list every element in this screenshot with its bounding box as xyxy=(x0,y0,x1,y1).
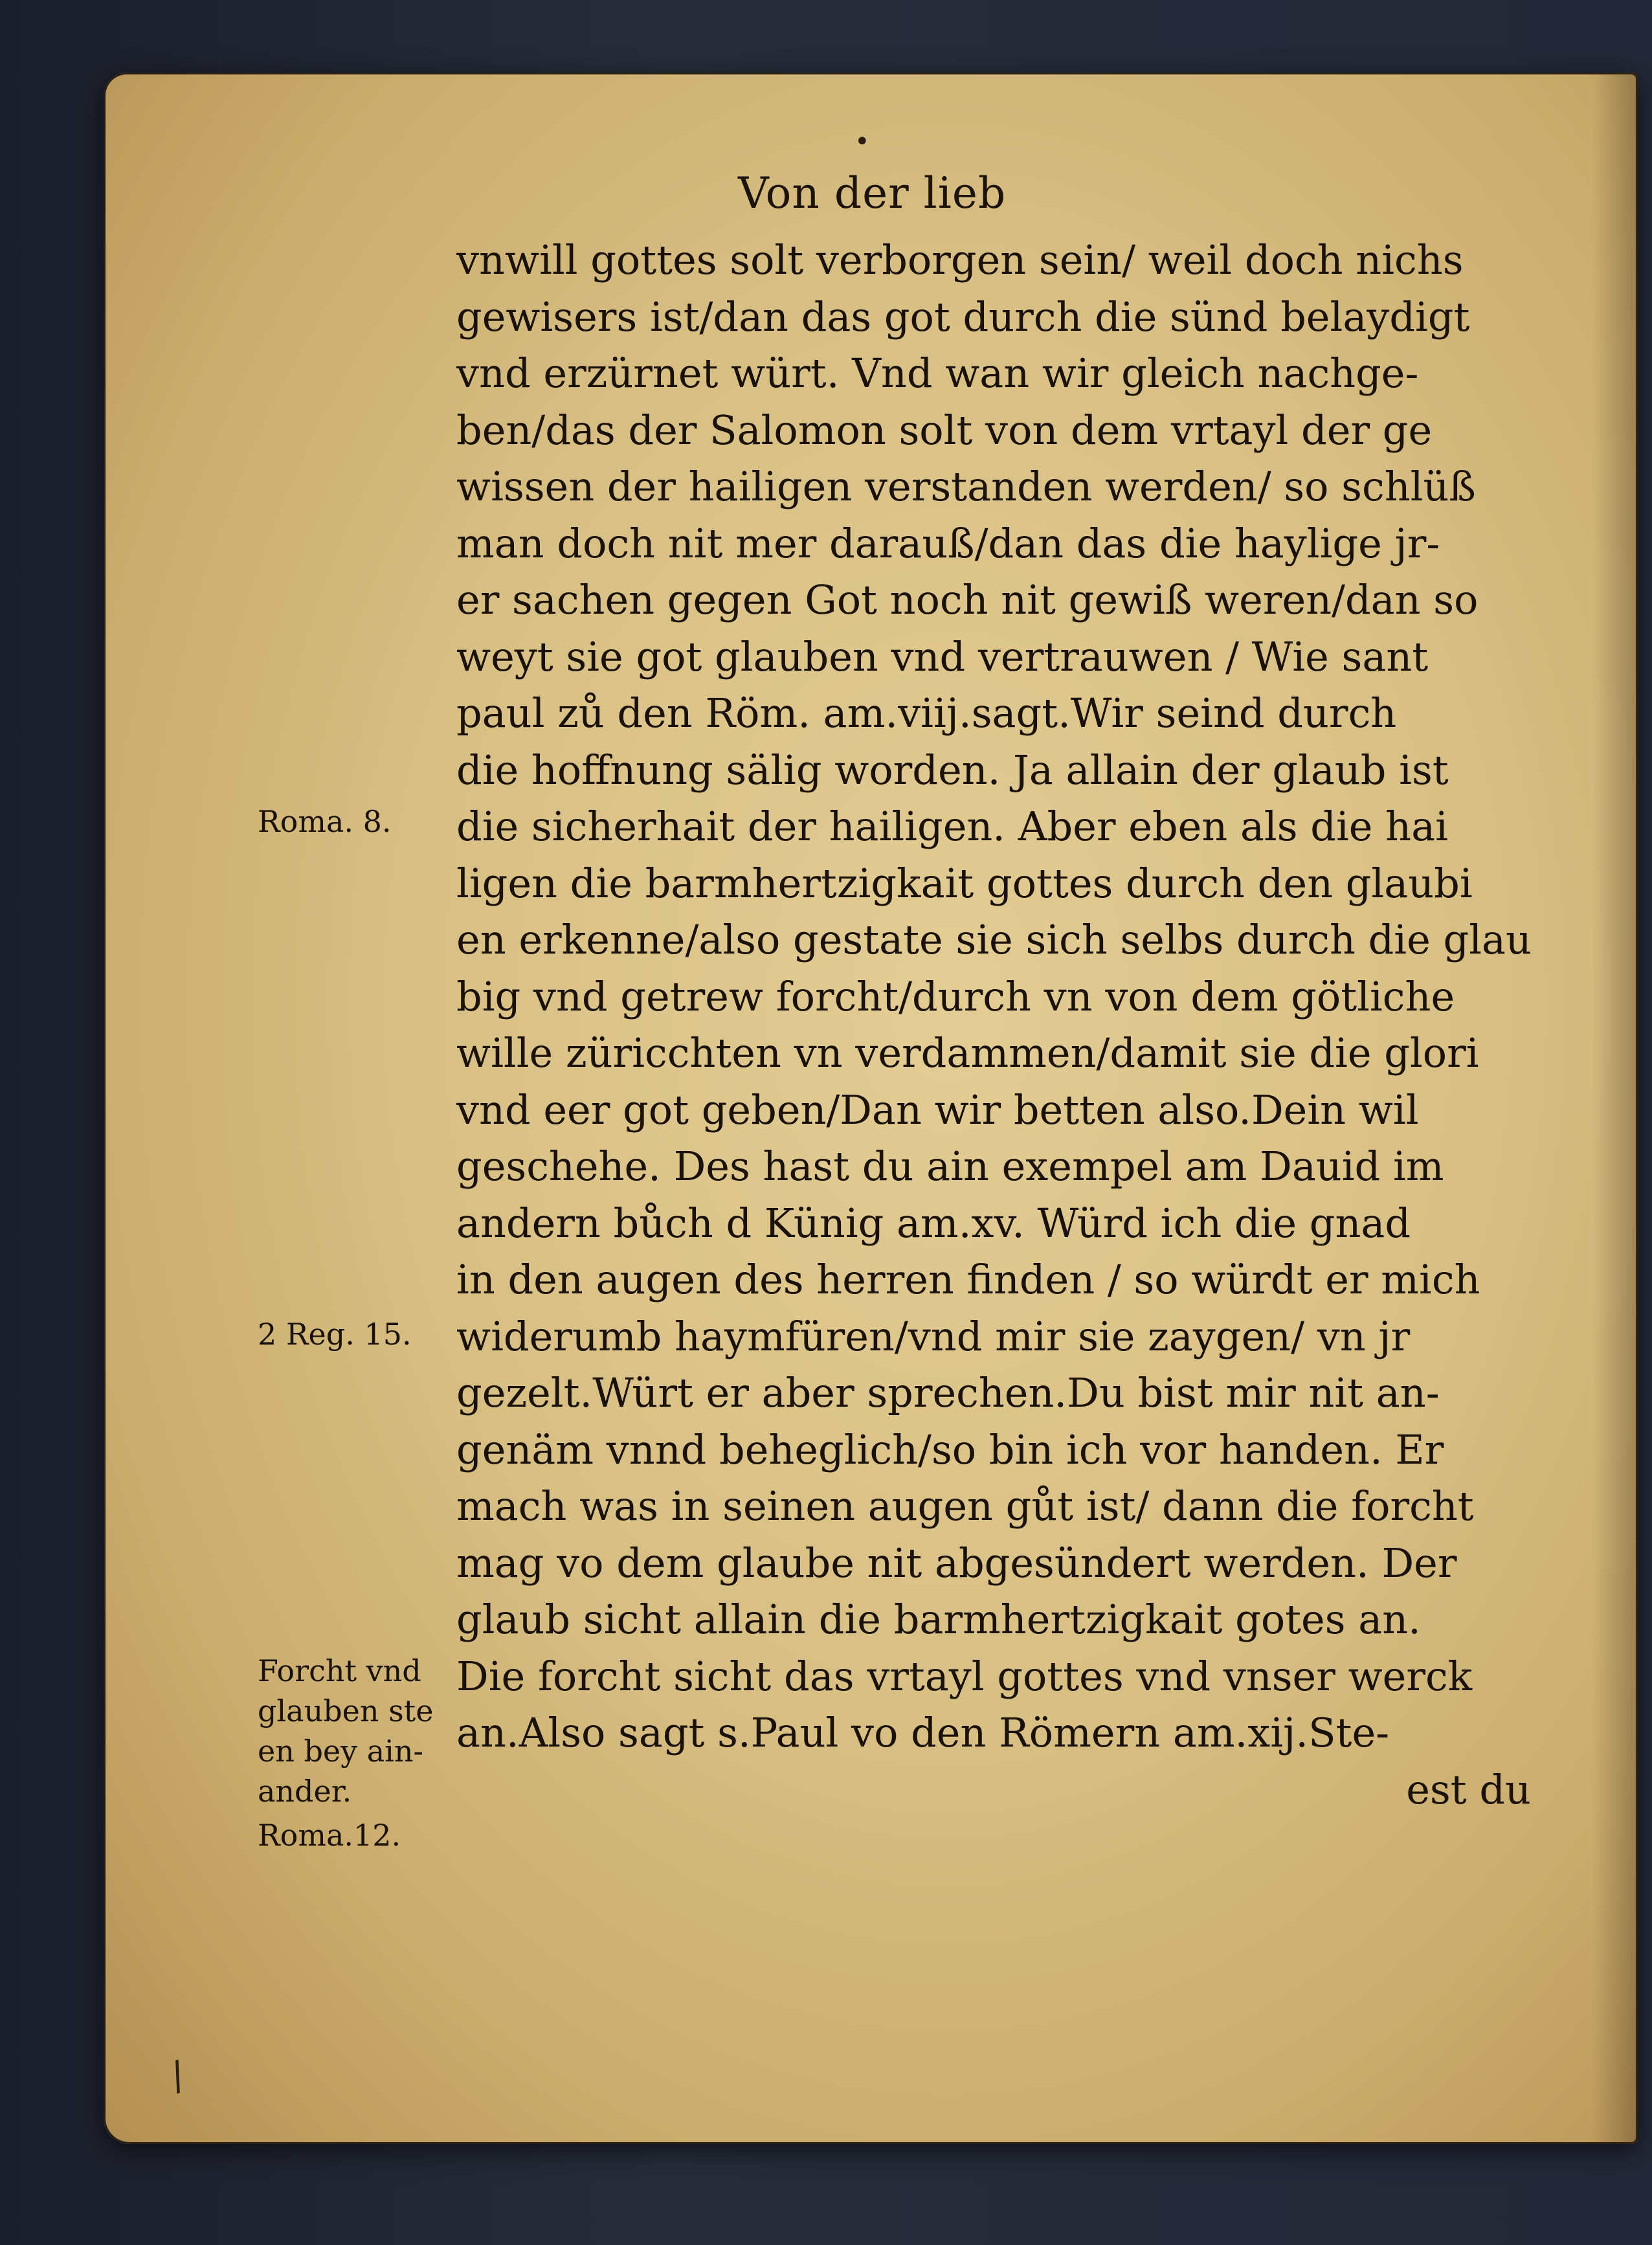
text-line: en erkenne/also gestate sie sich selbs durch die glau xyxy=(456,916,1532,963)
text-line: mach was in seinen augen gůt ist/ dann die forcht xyxy=(456,1482,1474,1530)
running-head: Von der lieb xyxy=(738,168,1007,218)
text-line: vnd eer got geben/Dan wir betten also.Dein wil xyxy=(456,1086,1419,1134)
ink-dot: • xyxy=(854,127,870,157)
margin-note-line: glauben ste xyxy=(258,1693,434,1728)
text-line: paul zů den Röm. am.viij.sagt.Wir seind durch xyxy=(456,689,1397,737)
text-line: die sicherhait der hailigen. Aber eben als die hai xyxy=(456,803,1448,850)
text-line: wille züricchten vn verdammen/damit sie die glori xyxy=(456,1029,1479,1077)
catchword: est du xyxy=(1406,1765,1531,1813)
margin-note-roma-8: Roma. 8. xyxy=(258,804,392,839)
margin-note-line: en bey ain- xyxy=(258,1734,424,1769)
text-line: er sachen gegen Got noch nit gewiß weren/dan so xyxy=(456,576,1479,623)
margin-note-line: ander. xyxy=(258,1774,352,1809)
text-line: big vnd getrew forcht/durch vn von dem götliche xyxy=(456,972,1455,1020)
text-line: die hoffnung sälig worden. Ja allain der glaub ist xyxy=(456,746,1449,794)
text-line: ben/das der Salomon solt von dem vrtayl der ge xyxy=(456,406,1433,454)
margin-note-2-reg-15: 2 Reg. 15. xyxy=(258,1317,412,1352)
text-line: Die forcht sicht das vrtayl gottes vnd vnser werck xyxy=(456,1652,1473,1700)
text-line: geschehe. Des hast du ain exempel am Dauid im xyxy=(456,1143,1444,1190)
pen-stroke-mark: / xyxy=(163,2052,192,2100)
text-line: vnd erzürnet würt. Vnd wan wir gleich nachge- xyxy=(456,350,1419,397)
text-line: gezelt.Würt er aber sprechen.Du bist mir nit an- xyxy=(456,1369,1440,1416)
text-line: genäm vnnd beheglich/so bin ich vor handen. Er xyxy=(456,1425,1444,1473)
text-line: widerumb haymfüren/vnd mir sie zaygen/ vn jr xyxy=(456,1312,1411,1360)
text-line: an.Also sagt s.Paul vo den Römern am.xij.Ste- xyxy=(456,1709,1390,1756)
text-line: andern bůch d Künig am.xv. Würd ich die gnad xyxy=(456,1199,1411,1247)
margin-note-roma-12: Roma.12. xyxy=(258,1818,401,1853)
text-line: weyt sie got glauben vnd vertrauwen / Wie sant xyxy=(456,632,1429,680)
body-text xyxy=(456,232,1544,1818)
text-line: gewisers ist/dan das got durch die sünd belaydigt xyxy=(456,293,1470,341)
text-line: man doch nit mer darauß/dan das die haylige jr- xyxy=(456,519,1440,567)
text-line: wissen der hailigen verstanden werden/ so schlüß xyxy=(456,463,1476,510)
text-line: in den augen des herren finden / so würdt er mich xyxy=(456,1256,1480,1303)
margin-note-line: Forcht vnd xyxy=(258,1653,421,1688)
text-line: mag vo dem glaube nit abgesündert werden. Der xyxy=(456,1539,1457,1587)
text-line: vnwill gottes solt verborgen sein/ weil doch nichs xyxy=(456,236,1464,284)
text-line: glaub sicht allain die barmhertzigkait gotes an. xyxy=(456,1596,1421,1643)
text-line: ligen die barmhertzigkait gottes durch den glaubi xyxy=(456,859,1473,907)
